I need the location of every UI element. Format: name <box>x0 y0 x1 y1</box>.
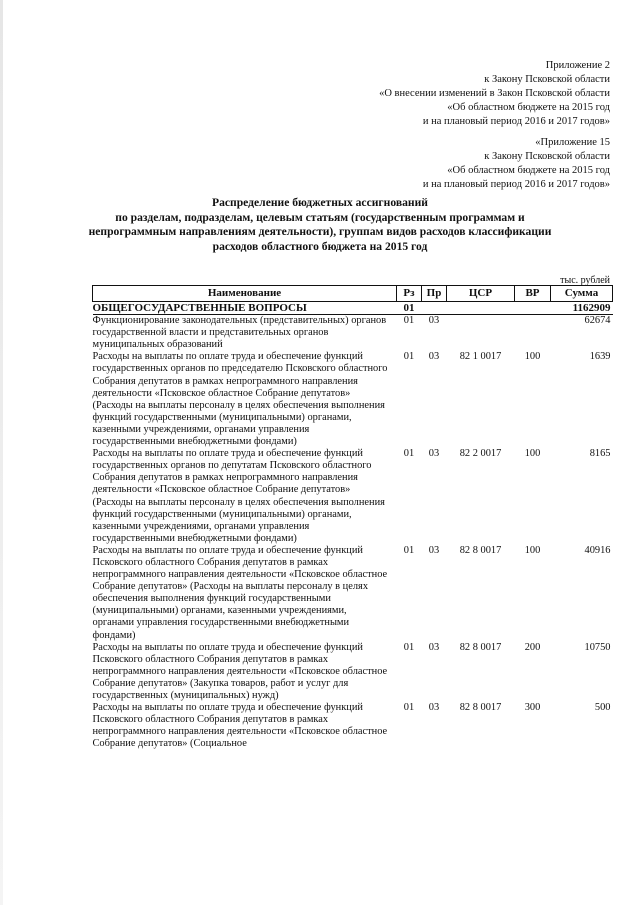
cell-csr: 82 8 0017 <box>459 641 502 653</box>
cell-sum: 40916 <box>584 544 611 556</box>
cell-sum: 62674 <box>584 315 611 327</box>
cell-vr <box>515 315 551 352</box>
cell-name: Расходы на выплаты по оплате труда и обеспечение функций Псковского областного Собрания депутатов в рамках непрограммного направления деятельности «Псковское областное Собрание депутатов» (Расходы на выплаты персоналу в целях обеспечения выполнения функций государственными (муниципальными) органами, казенными учреждениями, органами управления государственными внебюджетными фондами) <box>92 544 388 641</box>
cell-rz: 01 <box>403 641 415 653</box>
cell-rz: 01 <box>397 302 422 315</box>
cell-csr <box>447 315 515 352</box>
table-row <box>93 302 613 315</box>
title-line: по разделам, подразделам, целевым статьям (государственным программам и <box>115 210 525 224</box>
cell-csr: 82 8 0017 <box>459 702 502 714</box>
cell-pr: 03 <box>428 315 440 327</box>
cell-name: Расходы на выплаты по оплате труда и обеспечение функций государственных органов по депутатам Псковского областного Собрания депутатов в рамках непрограммного направления деятельности «Псковское областное Собрание депутатов» (Расходы на выплаты персоналу в целях обеспечения выполнения функций государственными (муниципальными) органами, казенными учреждениями, органами управления государственными внебюджетными фондами) <box>92 448 385 544</box>
cell-csr: 82 2 0017 <box>459 448 502 460</box>
table-row <box>93 642 613 702</box>
header-pr: Пр <box>422 286 447 302</box>
appendix-line: к Закону Псковской области <box>484 151 610 162</box>
table-header-row <box>93 286 613 302</box>
cell-csr: 82 8 0017 <box>459 544 502 556</box>
table-row <box>93 702 613 750</box>
cell-sum: 8165 <box>589 448 611 460</box>
cell-name: Функционирование законодательных (представительных) органов государственной власти и представительных органов муниципальных образований <box>92 315 387 351</box>
title-line: Распределение бюджетных ассигнований <box>212 196 428 209</box>
cell-pr: 03 <box>428 702 440 714</box>
cell-name: ОБЩЕГОСУДАРСТВЕННЫЕ ВОПРОСЫ <box>93 302 397 315</box>
cell-sum: 1639 <box>589 351 611 363</box>
cell-rz: 01 <box>403 315 415 327</box>
cell-sum: 10750 <box>584 641 611 653</box>
appendix-line: и на плановый период 2016 и 2017 годов» <box>422 179 610 190</box>
cell-vr: 100 <box>524 544 541 556</box>
cell-vr: 300 <box>524 702 541 714</box>
table-row <box>93 448 613 545</box>
document-title <box>70 196 570 254</box>
cell-pr: 03 <box>428 448 440 460</box>
scan-edge <box>0 0 3 905</box>
header-vr: ВР <box>515 286 551 302</box>
header-sum: Сумма <box>551 286 613 302</box>
table-row <box>93 545 613 642</box>
appendix-line: «Об областном бюджете на 2015 год <box>447 102 610 113</box>
cell-name: Расходы на выплаты по оплате труда и обеспечение функций Псковского областного Собрания депутатов в рамках непрограммного направления деятельности «Псковское областное Собрание депутатов» (Закупка товаров, работ и услуг для государственных (муниципальных) нужд) <box>92 641 388 701</box>
cell-vr: 100 <box>524 448 541 460</box>
header-name: Наименование <box>93 286 397 302</box>
units-label: тыс. рублей <box>560 275 610 286</box>
header-csr: ЦСР <box>447 286 515 302</box>
appendix-line: «Приложение 15 <box>535 137 610 148</box>
cell-rz: 01 <box>403 544 415 556</box>
cell-pr <box>422 302 447 315</box>
budget-table <box>92 285 613 750</box>
cell-name: Расходы на выплаты по оплате труда и обеспечение функций Псковского областного Собрания депутатов в рамках непрограммного направления деятельности «Псковское областное Собрание депутатов» (Социальное <box>92 702 388 750</box>
cell-vr: 100 <box>524 351 541 363</box>
appendix-line: «Об областном бюджете на 2015 год <box>447 165 610 176</box>
appendix-line: Приложение 2 <box>545 60 610 71</box>
cell-csr <box>447 302 515 315</box>
appendix-line: «О внесении изменений в Закон Псковской области <box>379 88 610 99</box>
cell-rz: 01 <box>403 702 415 714</box>
table-row <box>93 315 613 352</box>
appendix-line: к Закону Псковской области <box>484 74 610 85</box>
cell-sum: 1162909 <box>551 302 613 315</box>
cell-rz: 01 <box>403 448 415 460</box>
cell-pr: 03 <box>428 641 440 653</box>
appendix-15-header <box>423 136 610 192</box>
cell-vr <box>515 302 551 315</box>
cell-pr: 03 <box>428 544 440 556</box>
header-rz: Рз <box>397 286 422 302</box>
cell-sum: 500 <box>594 702 611 714</box>
table-row <box>93 351 613 448</box>
cell-csr: 82 1 0017 <box>459 351 502 363</box>
appendix-2-header <box>379 59 610 129</box>
cell-vr: 200 <box>524 641 541 653</box>
cell-rz: 01 <box>403 351 415 363</box>
appendix-line: и на плановый период 2016 и 2017 годов» <box>422 116 610 127</box>
cell-pr: 03 <box>428 351 440 363</box>
cell-name: Расходы на выплаты по оплате труда и обеспечение функций государственных органов по председателю Псковского областного Собрания депутатов в рамках непрограммного направления деятельности «Псковское областное Собрание депутатов» (Расходы на выплаты персоналу в целях обеспечения выполнения функций государственными (муниципальными) органами, казенными учреждениями, органами управления государственными внебюджетными фондами) <box>92 351 388 448</box>
title-line: непрограммным направлениям деятельности), группам видов расходов классификации <box>88 225 552 238</box>
title-line: расходов областного бюджета на 2015 год <box>212 239 428 253</box>
